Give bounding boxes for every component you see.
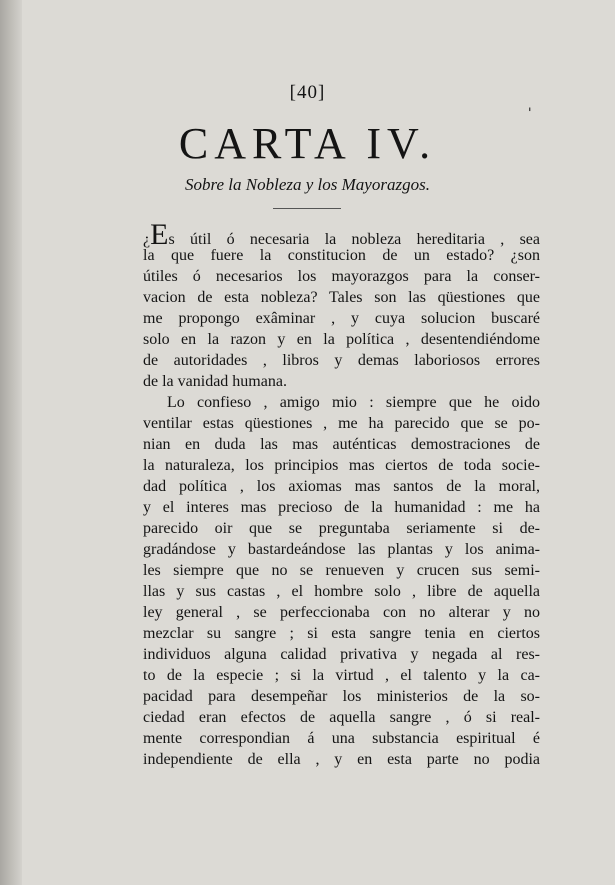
- drop-cap: E: [150, 218, 169, 251]
- paragraph-2-line: nian en duda las mas auténticas demostraciones de: [143, 436, 540, 453]
- stray-mark: ': [528, 106, 532, 121]
- paragraph-2-line: ley general , se perfeccionaba con no alterar y no: [143, 604, 540, 621]
- paragraph-2-line: les siempre que no se renueven y crucen sus semi-: [143, 562, 540, 579]
- paragraph-2-line: parecido oir que se preguntaba seriamente si de-: [143, 520, 540, 537]
- paragraph-2-line: mezclar su sangre ; si esta sangre tenia en ciertos: [143, 625, 540, 642]
- paragraph-2-line: to de la especie ; si la virtud , el talento y la ca-: [143, 667, 540, 684]
- page-number: [40]: [289, 82, 326, 103]
- paragraph-1-first-line-text: s útil ó necesaria la nobleza hereditaria , sea: [168, 231, 540, 248]
- paragraph-2-line: independiente de ella , y en esta parte no podia: [143, 751, 540, 768]
- paragraph-1-line: útiles ó necesarios los mayorazgos para la conser-: [143, 268, 540, 285]
- paragraph-2-line: ventilar estas qüestiones , me ha parecido que se po-: [143, 415, 540, 432]
- paragraph-2-line: individuos alguna calidad privativa y negada al res-: [143, 646, 540, 663]
- paragraph-1-last-line: de la vanidad humana.: [143, 373, 287, 390]
- paragraph-1-line-1: [143, 218, 540, 251]
- open-question-mark: ¿: [143, 231, 151, 248]
- paragraph-1-line: solo en la razon y en la política , desentendiéndome: [143, 331, 540, 348]
- paragraph-2-line: Lo confieso , amigo mio : siempre que he oido: [167, 394, 540, 411]
- chapter-subtitle: Sobre la Nobleza y los Mayorazgos.: [185, 175, 430, 194]
- paragraph-2-line: dad política , los axiomas mas santos de la moral,: [143, 478, 540, 495]
- paragraph-1-line: vacion de esta nobleza? Tales son las qüestiones que: [143, 289, 540, 306]
- paragraph-1-line: de autoridades , libros y demas laboriosos errores: [143, 352, 540, 369]
- chapter-title: CARTA IV.: [178, 119, 437, 168]
- paragraph-2-line: ciedad eran efectos de aquella sangre , ó si real-: [143, 709, 540, 726]
- paragraph-1-line: me propongo exâminar , y cuya solucion buscaré: [143, 310, 540, 327]
- paragraph-2-line: la naturaleza, los principios mas ciertos de toda socie-: [143, 457, 540, 474]
- paragraph-2-line: y el interes mas precioso de la humanidad : me ha: [143, 499, 540, 516]
- paragraph-1-line: la que fuere la constitucion de un estado? ¿son: [143, 247, 540, 264]
- paragraph-2-line: pacidad para desempeñar los ministerios de la so-: [143, 688, 540, 705]
- divider-rule: [273, 208, 341, 209]
- paragraph-2-line: mente correspondian á una substancia espiritual é: [143, 730, 540, 747]
- paragraph-2-line: llas y sus castas , el hombre solo , libre de aquella: [143, 583, 540, 600]
- paragraph-2-line: gradándose y bastardeándose las plantas y los anima-: [143, 541, 540, 558]
- body-text: [143, 218, 540, 770]
